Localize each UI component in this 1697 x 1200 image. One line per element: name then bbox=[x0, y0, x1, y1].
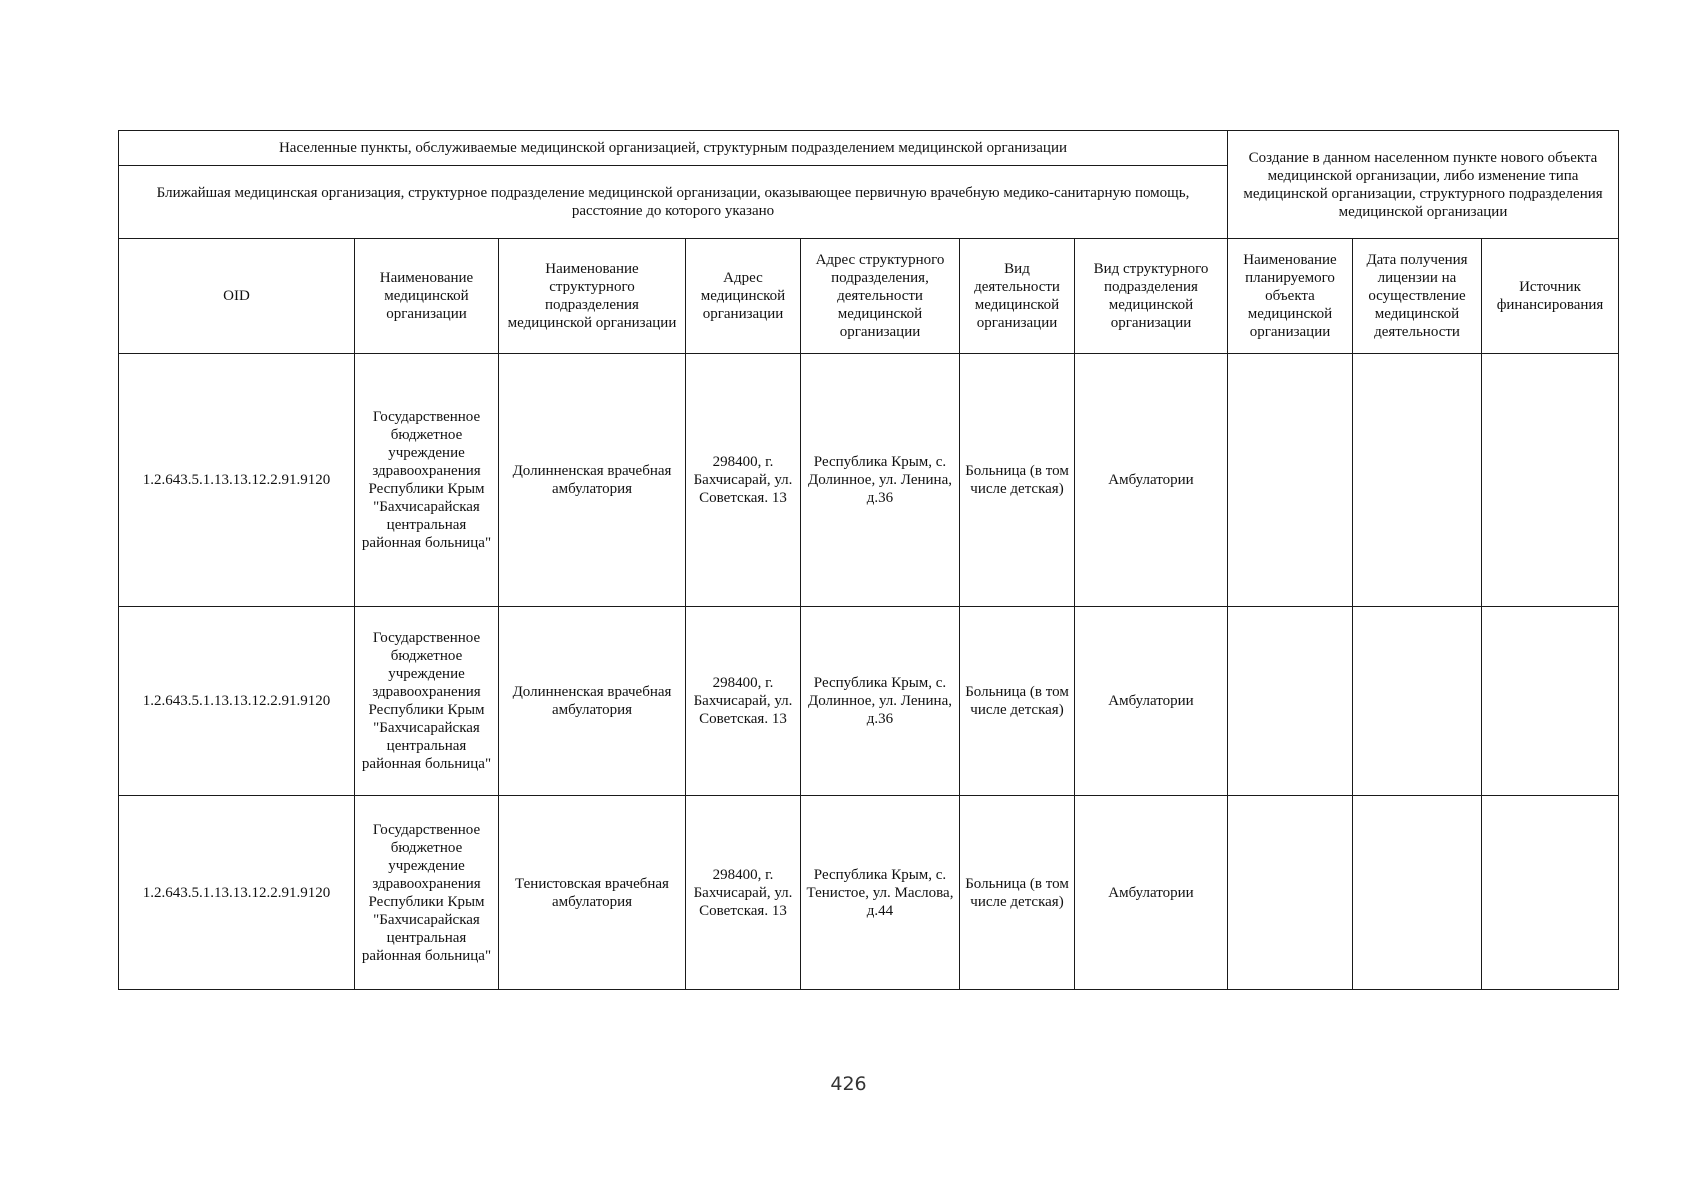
unit-name-cell: Долинненская врачебная амбулатория bbox=[499, 354, 686, 607]
license-date-cell bbox=[1353, 796, 1482, 990]
unit-type-cell: Амбулатории bbox=[1075, 796, 1228, 990]
activity-type-cell: Больница (в том числе детская) bbox=[960, 607, 1075, 796]
nearest-org-header: Ближайшая медицинская организация, структурное подразделение медицинской организации, оказывающее первичную врачебную медико-санитарную помощь, расстояние до которого указано bbox=[119, 166, 1228, 239]
unit-name-cell: Долинненская врачебная амбулатория bbox=[499, 607, 686, 796]
header-row-top bbox=[119, 131, 1619, 166]
org-name-cell: Государственное бюджетное учреждение здравоохранения Республики Крым "Бахчисарайская центральная районная больница" bbox=[355, 607, 499, 796]
activity-type-cell: Больница (в том числе детская) bbox=[960, 354, 1075, 607]
column-header-org-address: Адрес медицинской организации bbox=[686, 239, 801, 354]
org-name-cell: Государственное бюджетное учреждение здравоохранения Республики Крым "Бахчисарайская центральная районная больница" bbox=[355, 354, 499, 607]
oid-cell: 1.2.643.5.1.13.13.12.2.91.9120 bbox=[119, 354, 355, 607]
medical-organizations-table bbox=[118, 130, 1619, 990]
page-number: 426 bbox=[830, 1073, 867, 1095]
column-header-unit-address: Адрес структурного подразделения, деятельности медицинской организации bbox=[801, 239, 960, 354]
org-name-cell: Государственное бюджетное учреждение здравоохранения Республики Крым "Бахчисарайская центральная районная больница" bbox=[355, 796, 499, 990]
table-row bbox=[119, 796, 1619, 990]
new-object-header: Создание в данном населенном пункте нового объекта медицинской организации, либо изменение типа медицинской организации, структурного подразделения медицинской организации bbox=[1228, 131, 1619, 239]
column-header-license-date: Дата получения лицензии на осуществление медицинской деятельности bbox=[1353, 239, 1482, 354]
column-header-activity-type: Вид деятельности медицинской организации bbox=[960, 239, 1075, 354]
org-address-cell: 298400, г. Бахчисарай, ул. Советская. 13 bbox=[686, 607, 801, 796]
column-header-org-name: Наименование медицинской организации bbox=[355, 239, 499, 354]
activity-type-cell: Больница (в том числе детская) bbox=[960, 796, 1075, 990]
oid-cell: 1.2.643.5.1.13.13.12.2.91.9120 bbox=[119, 796, 355, 990]
oid-cell: 1.2.643.5.1.13.13.12.2.91.9120 bbox=[119, 607, 355, 796]
column-header-funding-source: Источник финансирования bbox=[1482, 239, 1619, 354]
org-address-cell: 298400, г. Бахчисарай, ул. Советская. 13 bbox=[686, 354, 801, 607]
unit-address-cell: Республика Крым, с. Тенистое, ул. Маслова, д.44 bbox=[801, 796, 960, 990]
funding-source-cell bbox=[1482, 354, 1619, 607]
unit-address-cell: Республика Крым, с. Долинное, ул. Ленина, д.36 bbox=[801, 607, 960, 796]
license-date-cell bbox=[1353, 607, 1482, 796]
column-header-unit-name: Наименование структурного подразделения медицинской организации bbox=[499, 239, 686, 354]
unit-type-cell: Амбулатории bbox=[1075, 607, 1228, 796]
funding-source-cell bbox=[1482, 796, 1619, 990]
column-header-planned-object: Наименование планируемого объекта медицинской организации bbox=[1228, 239, 1353, 354]
table-row bbox=[119, 607, 1619, 796]
planned-object-cell bbox=[1228, 607, 1353, 796]
column-header-row bbox=[119, 239, 1619, 354]
planned-object-cell bbox=[1228, 354, 1353, 607]
unit-name-cell: Тенистовская врачебная амбулатория bbox=[499, 796, 686, 990]
table-row bbox=[119, 354, 1619, 607]
org-address-cell: 298400, г. Бахчисарай, ул. Советская. 13 bbox=[686, 796, 801, 990]
unit-address-cell: Республика Крым, с. Долинное, ул. Ленина, д.36 bbox=[801, 354, 960, 607]
column-header-oid: OID bbox=[119, 239, 355, 354]
column-header-unit-type: Вид структурного подразделения медицинской организации bbox=[1075, 239, 1228, 354]
funding-source-cell bbox=[1482, 607, 1619, 796]
unit-type-cell: Амбулатории bbox=[1075, 354, 1228, 607]
planned-object-cell bbox=[1228, 796, 1353, 990]
license-date-cell bbox=[1353, 354, 1482, 607]
settlements-header: Населенные пункты, обслуживаемые медицинской организацией, структурным подразделением медицинской организации bbox=[119, 131, 1228, 166]
